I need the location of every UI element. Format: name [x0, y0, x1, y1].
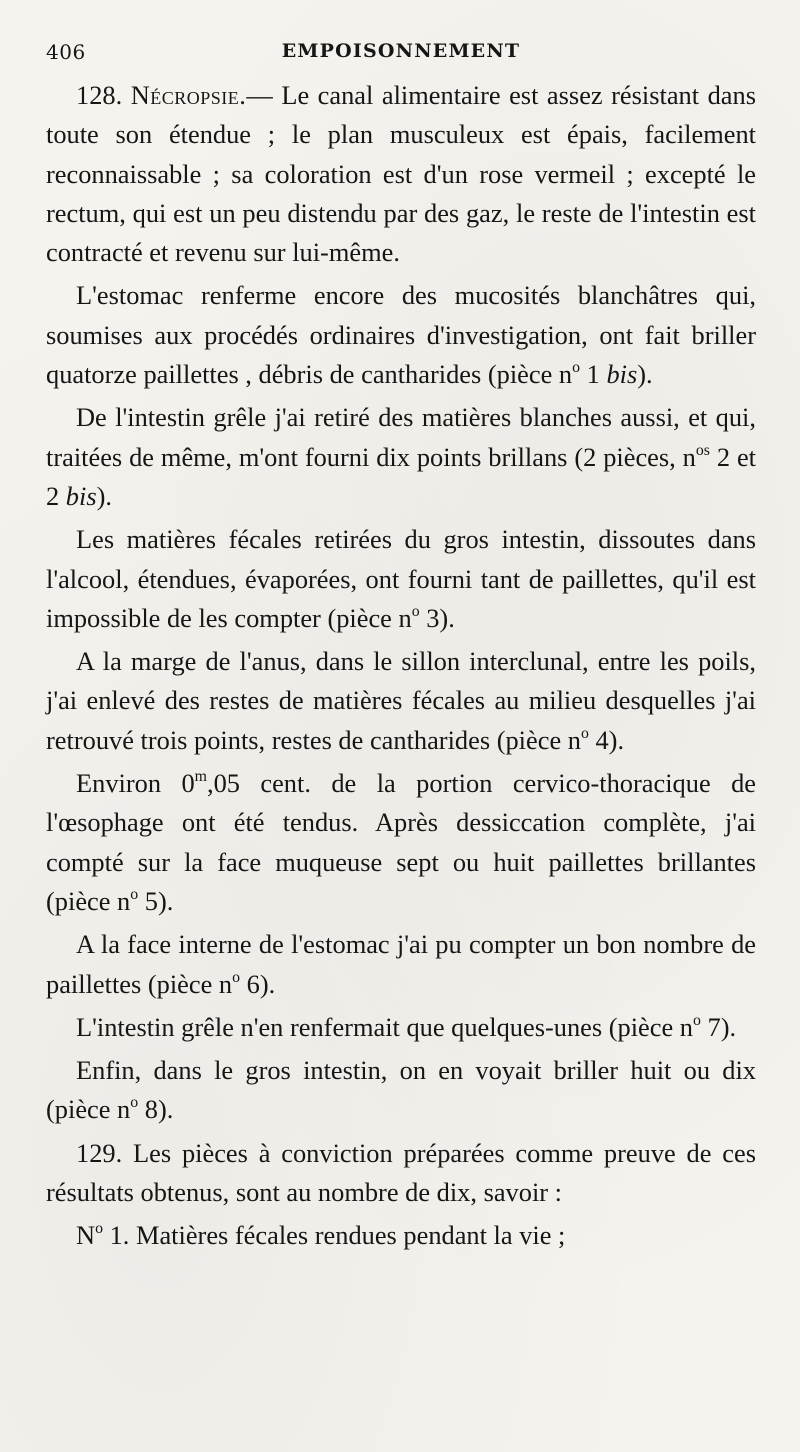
text-run: ,05 cent. de la portion cervico-thoracique de l'œsophage ont été tendus. Après dessiccation complète, j'ai compté sur la face muqueuse sept ou huit paillettes brillantes (pièce n: [46, 768, 756, 916]
list-item-1: [46, 1216, 756, 1255]
superscript: o: [130, 885, 139, 903]
text-run: Enfin, dans le gros intestin, on en voyait briller huit ou dix (pièce n: [46, 1055, 756, 1125]
paragraph-intestin-quelques: [46, 1008, 756, 1047]
paragraph-intestin-grele: [46, 398, 756, 516]
superscript: o: [130, 1094, 139, 1112]
text-run: 7).: [700, 1011, 737, 1042]
running-title: EMPOISONNEMENT: [281, 40, 521, 62]
paragraph-face-interne: [46, 925, 756, 1004]
superscript: o: [95, 1220, 103, 1238]
text-run: A la face interne de l'estomac j'ai pu compter un bon nombre de paillettes (pièce n: [46, 929, 756, 999]
superscript: o: [572, 359, 581, 376]
superscript: o: [692, 1011, 701, 1029]
text-run: 3).: [419, 602, 455, 633]
superscript: m: [194, 767, 207, 785]
text-run: 4).: [588, 724, 625, 755]
superscript: o: [232, 968, 241, 986]
paragraph-matieres-fecales: [46, 520, 756, 638]
running-header: [46, 40, 756, 76]
body-text: [46, 76, 756, 1256]
superscript: o: [580, 724, 589, 742]
section-number: 129.: [76, 1137, 123, 1168]
section-number: 128.: [76, 80, 123, 110]
text-run: 1: [580, 359, 607, 390]
paragraph-gros-intestin: [46, 1051, 756, 1130]
paragraph-text: Les pièces à conviction préparées comme preuve de ces résultats obtenus, sont au nombre de dix, savoir :: [46, 1137, 756, 1208]
text-run: 2 et 2: [46, 441, 757, 511]
item-text: 1. Matières fécales rendues pendant la vie ;: [102, 1220, 566, 1251]
paragraph-text: — Le canal alimentaire est assez résistant dans toute son étendue ; le plan musculeux est épais, facilement reconnaissable ; sa coloration est d'un rose vermeil ; excepté le rectum, qui est un peu distendu par des gaz, le reste de l'intestin est contracté et revenu sur lui-même.: [46, 80, 756, 268]
text-run: 8).: [138, 1094, 174, 1125]
text-run: A la marge de l'anus, dans le sillon interclunal, entre les poils, j'ai enlevé des restes de matières fécales au milieu desquelles j'ai retrouvé trois points, restes de cantharides (pièce n: [46, 646, 756, 755]
text-run: L'estomac renferme encore des mucosités blanchâtres qui, soumises aux procédés ordinaires d'investigation, ont fait briller quatorze paillettes , débris de cantharides (pièce n: [46, 280, 756, 390]
superscript: o: [411, 602, 420, 620]
text-run: 5).: [138, 885, 174, 916]
superscript: os: [695, 441, 710, 459]
paragraph-marge-anus: [46, 642, 756, 760]
text-run: ).: [96, 480, 112, 511]
paragraph-oesophage: [46, 764, 756, 921]
text-run: De l'intestin grêle j'ai retiré des matières blanches aussi, et qui, traitées de même, m'ont fourni dix points brillans (2 pièces, n: [46, 402, 756, 472]
page-number: 406: [46, 40, 86, 64]
text-run: Les matières fécales retirées du gros intestin, dissoutes dans l'alcool, étendues, évaporées, ont fourni tant de paillettes, qu'il est impossible de les compter (pièce n: [46, 524, 756, 633]
text-run: ).: [637, 359, 653, 390]
italic-run: bis: [65, 480, 97, 511]
item-label: N: [76, 1220, 96, 1251]
text-run: 6).: [240, 968, 276, 999]
text-run: Environ 0: [76, 768, 195, 799]
text-run: L'intestin grêle n'en renfermait que quelques-unes (pièce n: [76, 1011, 693, 1042]
paragraph-128: [46, 76, 756, 272]
section-heading: Nécropsie.: [130, 80, 247, 110]
paragraph-129: [46, 1134, 756, 1213]
paragraph-estomac: [46, 276, 756, 394]
italic-run: bis: [606, 359, 638, 390]
